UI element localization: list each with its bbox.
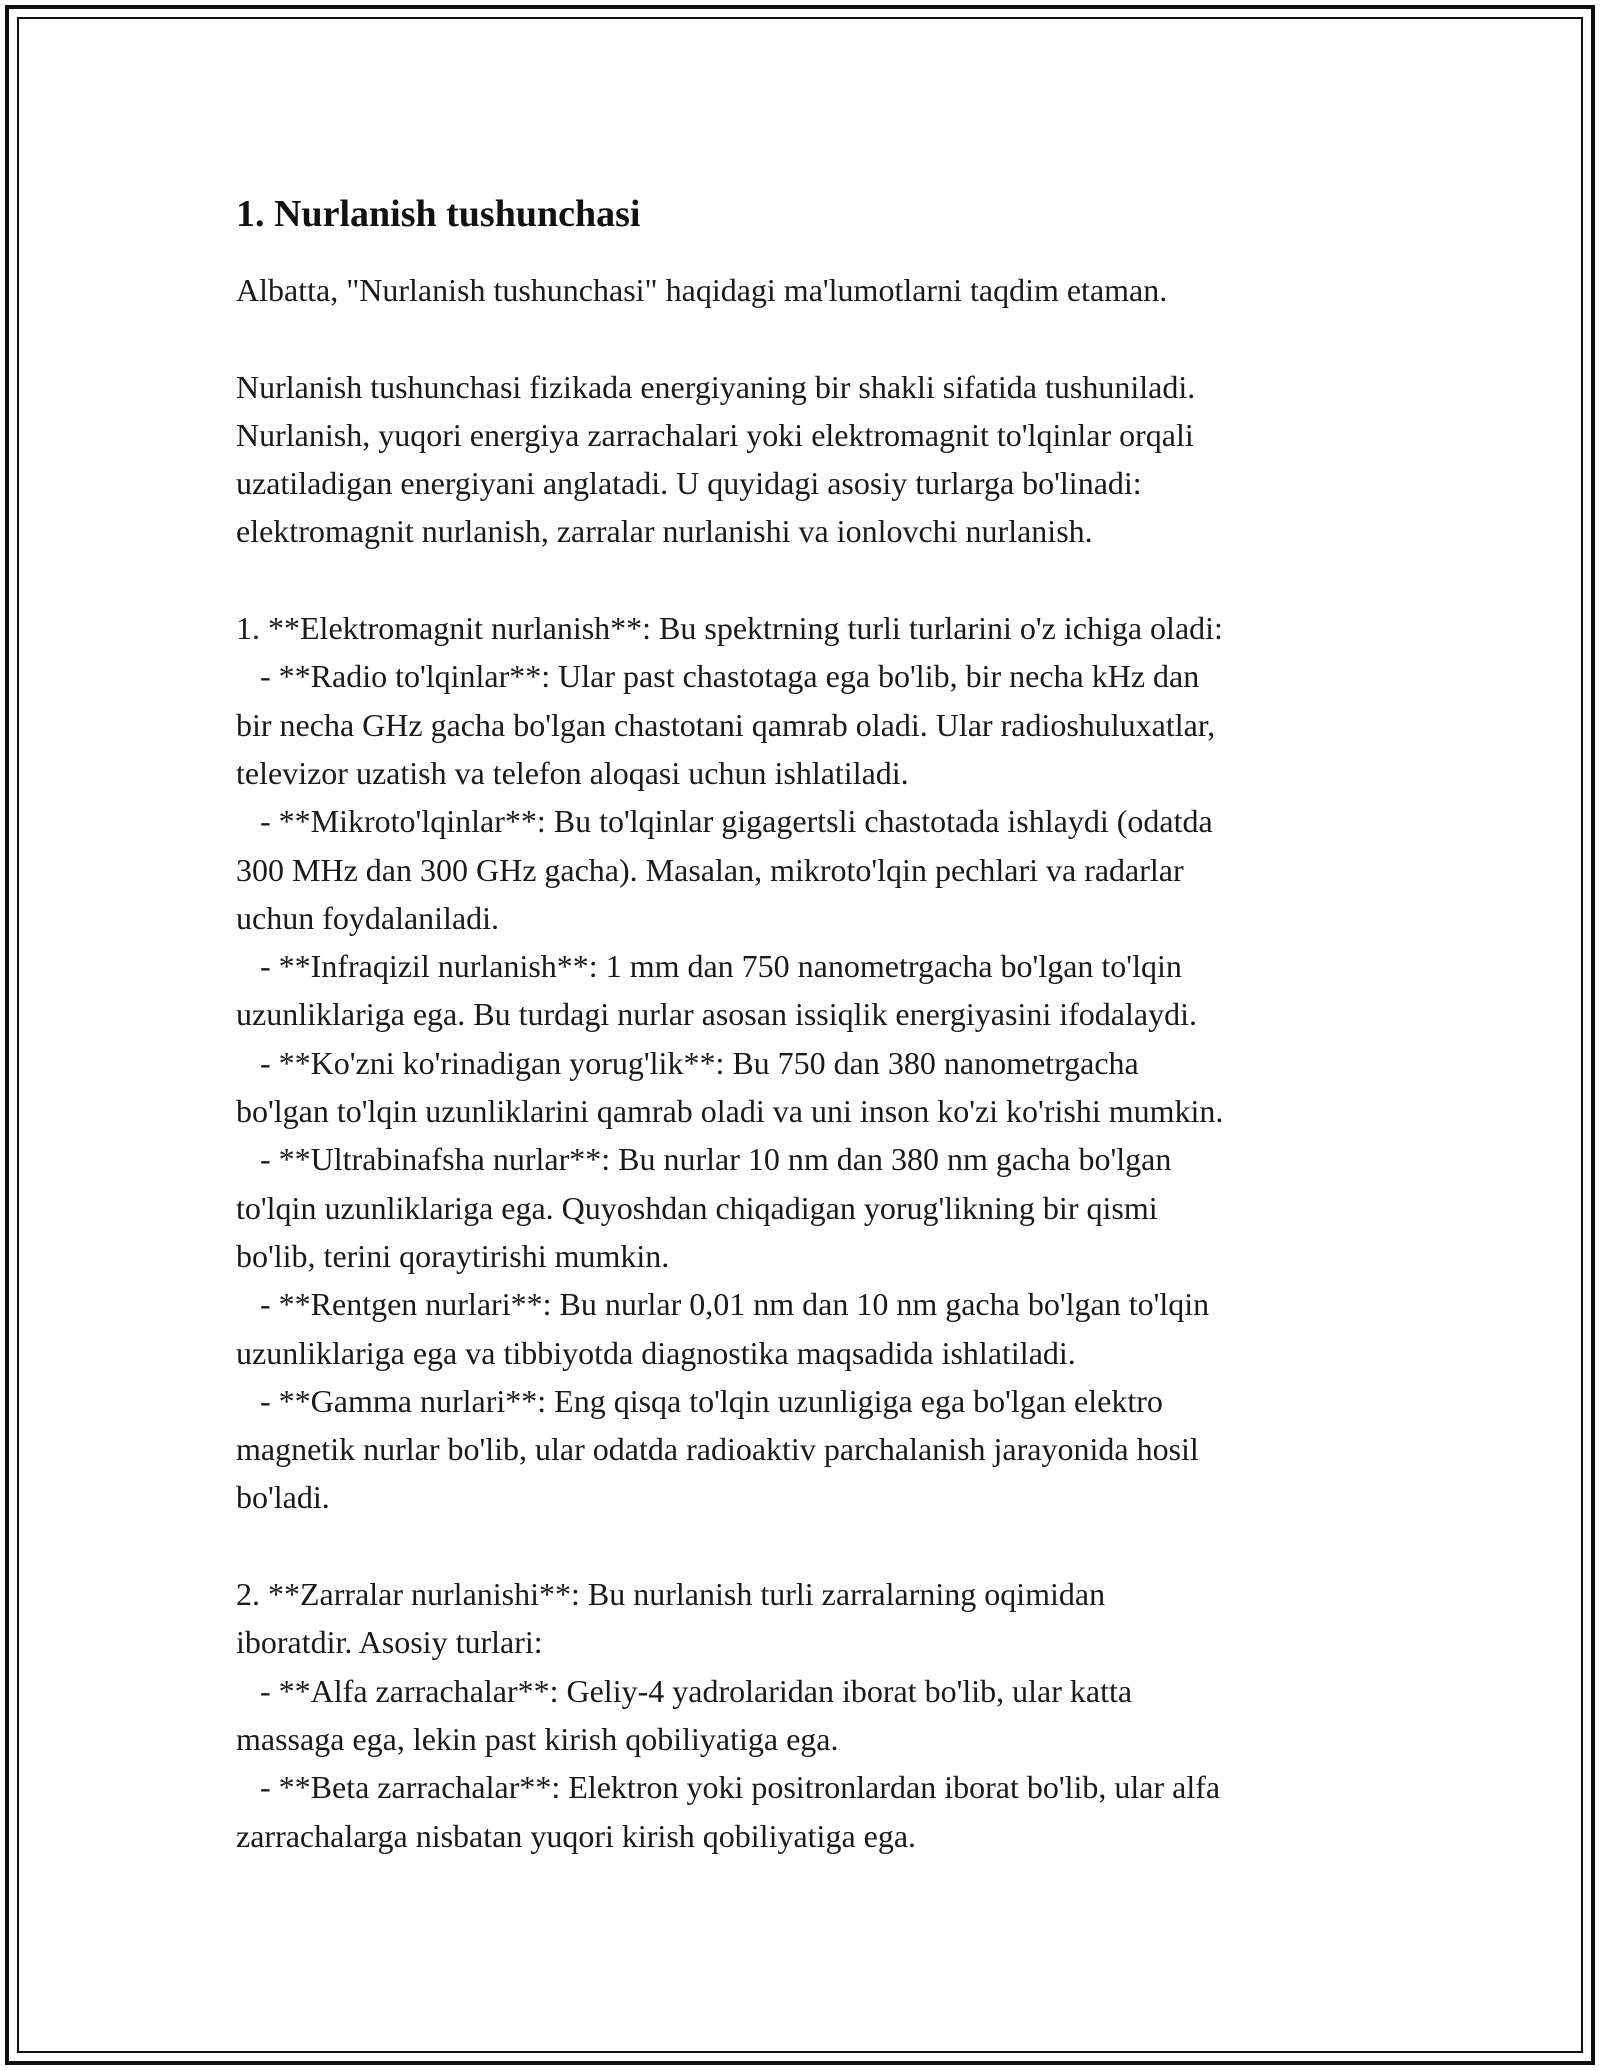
- intro-paragraph: Albatta, "Nurlanish tushunchasi" haqidagi ma'lumotlarni taqdim etaman.: [236, 272, 1168, 308]
- paragraph-gap: [236, 1522, 1416, 1570]
- electromagnetic-list: 1. **Elektromagnit nurlanish**: Bu spektrning turli turlarini o'z ichiga oladi: - **Radio to'lqinlar**: Ular past chastotaga ega bo'lib, bir necha kHz dan bir necha GHz gacha bo'lgan chastotani qamrab oladi. Ular radioshuluxatlar, televizor uzatish va telefon aloqasi uchun ishlatiladi. - **Mikroto'lqinlar**: Bu to'lqinlar gigagertsli chastotada ishlaydi (odatda 300 MHz dan 300 GHz gacha). Masalan, mikroto'lqin pechlari va radarlar uchun foydalaniladi. - **Infraqizil nurlanish**: 1 mm dan 750 nanometrgacha bo'lgan to'lqin uzunliklariga ega. Bu turdagi nurlar asosan issiqlik energiyasini ifodalaydi. - **Ko'zni ko'rinadigan yorug'lik**: Bu 750 dan 380 nanometrgacha bo'lgan to'lqin uzunliklarini qamrab oladi va uni inson ko'zi ko'rishi mumkin. - **Ultrabinafsha nurlar**: Bu nurlar 10 nm dan 380 nm gacha bo'lgan to'lqin uzunliklariga ega. Quyoshdan chiqadigan yorug'likning bir qismi bo'lib, terini qoraytirishi mumkin. - **Rentgen nurlari**: Bu nurlar 0,01 nm dan 10 nm gacha bo'lgan to'lqin uzunliklariga ega va tibbiyotda diagnostika maqsadida ishlatiladi. - **Gamma nurlari**: Eng qisqa to'lqin uzunligiga ega bo'lgan elektro magnetik nurlar bo'lib, ular odatda radioaktiv parchalanish jarayonida hosil bo'ladi.: [236, 610, 1224, 1516]
- document-body: [236, 186, 1416, 1860]
- section-heading: 1. Nurlanish tushunchasi: [236, 193, 641, 235]
- definition-paragraph: Nurlanish tushunchasi fizikada energiyaning bir shakli sifatida tushuniladi. Nurlanish, yuqori energiya zarrachalari yoki elektromagnit to'lqinlar orqali uzatiladigan energiyani anglatadi. U quyidagi asosiy turlarga bo'linadi: elektromagnit nurlanish, zarralar nurlanishi va ionlovchi nurlanish.: [236, 368, 1196, 550]
- paragraph-gap: [236, 314, 1416, 362]
- particles-list: 2. **Zarralar nurlanishi**: Bu nurlanish turli zarralarning oqimidan iboratdir. Asosiy turlari: - **Alfa zarrachalar**: Geliy-4 yadrolaridan iborat bo'lib, ular katta massaga ega, lekin past kirish qobiliyatiga ega. - **Beta zarrachalar**: Elektron yoki positronlardan iborat bo'lib, ular alfa zarrachalarga nisbatan yuqori kirish qobiliyatiga ega.: [236, 1576, 1221, 1854]
- paragraph-gap: [236, 556, 1416, 604]
